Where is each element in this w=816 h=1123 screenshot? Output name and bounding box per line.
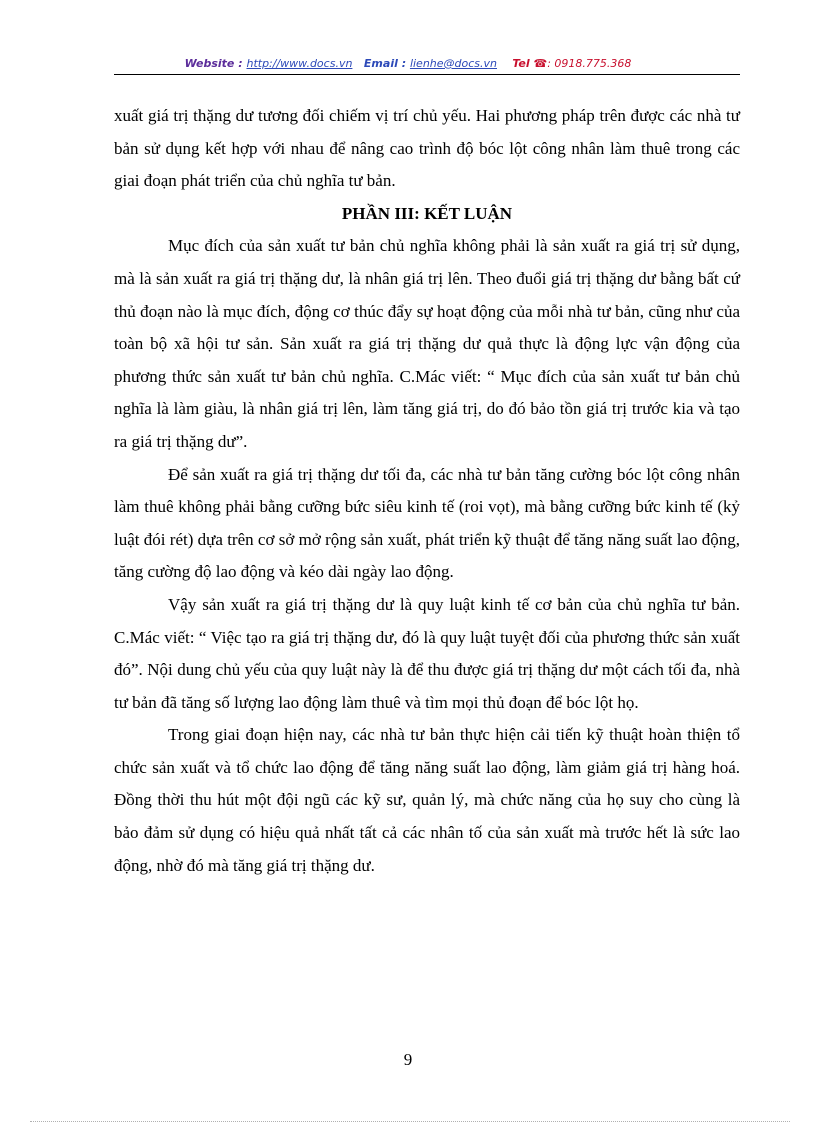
document-body (114, 100, 740, 882)
paragraph-continuation: xuất giá trị thặng dư tương đối chiếm vị trí chủ yếu. Hai phương pháp trên được các nhà tư bản sử dụng kết hợp với nhau để nâng cao trình độ bóc lột công nhân làm thuê trong các giai đoạn phát triển của chủ nghĩa tư bản. (114, 106, 740, 191)
website-link[interactable]: http://www.docs.vn (246, 57, 353, 70)
section-heading: PHẦN III: KẾT LUẬN (341, 203, 513, 223)
tel-label: Tel (512, 57, 530, 70)
paragraph: Trong giai đoạn hiện nay, các nhà tư bản thực hiện cải tiến kỹ thuật hoàn thiện tổ chức sản xuất và tổ chức lao động để tăng năng suất lao động, làm giảm giá trị hàng hoá. Đồng thời thu hút một đội ngũ các kỹ sư, quản lý, mà chức năng của họ suy cho cùng là bảo đảm sử dụng có hiệu quả nhất tất cả các nhân tố của sản xuất mà trước hết là sức lao động, nhờ đó mà tăng giá trị thặng dư. (114, 725, 740, 875)
paragraph: Vậy sản xuất ra giá trị thặng dư là quy luật kinh tế cơ bản của chủ nghĩa tư bản. C.Mác viết: “ Việc tạo ra giá trị thặng dư, đó là quy luật tuyệt đối của phương thức sản xuất đó”. Nội dung chủ yếu của quy luật này là để thu được giá trị thặng dư một cách tối đa, nhà tư bản đã tăng số lượng lao động làm thuê và tìm mọi thủ đoạn để bóc lột họ. (114, 594, 740, 712)
paragraph: Mục đích của sản xuất tư bản chủ nghĩa không phải là sản xuất ra giá trị sử dụng, mà là sản xuất ra giá trị thặng dư, là nhân giá trị lên. Theo đuổi giá trị thặng dư bằng bất cứ thủ đoạn nào là mục đích, động cơ thúc đẩy sự hoạt động của mỗi nhà tư bản, cũng như của toàn bộ xã hội tư sản. Sản xuất ra giá trị thặng dư quả thực là động lực vận động của phương thức sản xuất tư bản chủ nghĩa. C.Mác viết: “ Mục đích của sản xuất tư bản chủ nghĩa là làm giàu, là nhân giá trị lên, làm tăng giá trị, do đó bảo tồn giá trị trước kia và tạo ra giá trị thặng dư”. (114, 236, 740, 451)
website-label: Website : (184, 57, 243, 70)
page-bottom-divider (30, 1121, 790, 1122)
tel-value: : 0918.775.368 (547, 57, 632, 70)
email-link[interactable]: lienhe@docs.vn (409, 57, 497, 70)
email-label: Email : (363, 57, 407, 70)
paragraph: Để sản xuất ra giá trị thặng dư tối đa, các nhà tư bản tăng cường bóc lột công nhân làm thuê không phải bằng cưỡng bức siêu kinh tế (roi vọt), mà bằng cưỡng bức kinh tế (kỷ luật đói rét) dựa trên cơ sở mở rộng sản xuất, phát triển kỹ thuật để tăng năng suất lao động, tăng cường độ lao động và kéo dài ngày lao động. (114, 464, 740, 582)
telephone-icon: ☎ (533, 57, 548, 70)
page-header (0, 57, 816, 70)
header-divider (114, 74, 740, 75)
page-number: 9 (403, 1050, 413, 1069)
